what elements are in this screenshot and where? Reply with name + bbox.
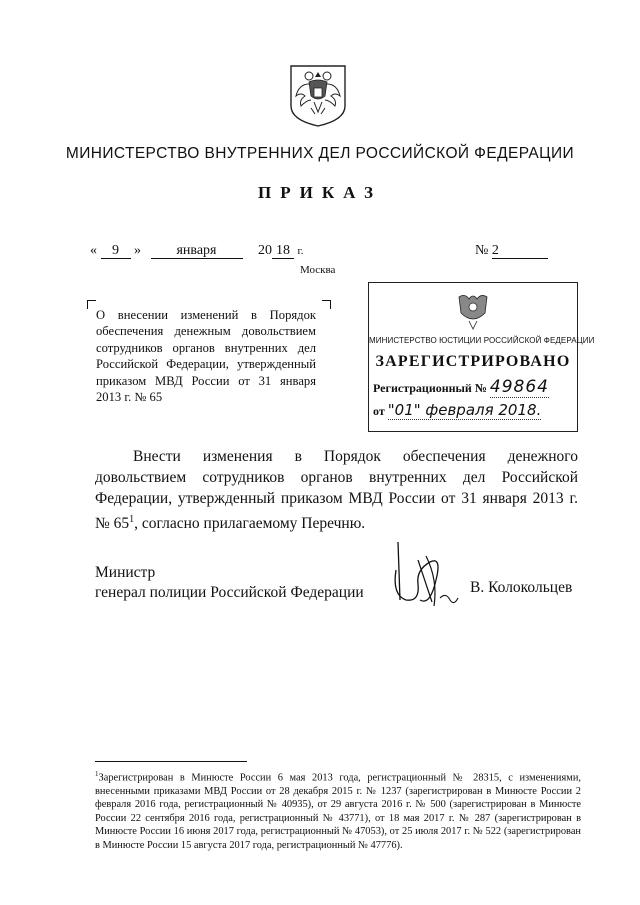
stamp-date xyxy=(373,401,541,419)
handwritten-signature xyxy=(390,540,470,620)
order-day: 9 xyxy=(101,244,131,259)
stamp-reg-value: 49864 xyxy=(489,377,549,397)
order-city: Москва xyxy=(300,264,336,276)
signatory-name: В. Колокольцев xyxy=(470,579,573,596)
state-emblem-icon xyxy=(287,62,349,128)
order-number xyxy=(475,243,548,259)
footnote-ref: 1 xyxy=(129,514,135,525)
order-number-label: № xyxy=(475,243,489,258)
registration-stamp xyxy=(368,282,595,432)
stamp-emblem-icon xyxy=(455,291,491,331)
stamp-reg-label: Регистрационный № xyxy=(373,381,487,395)
order-date xyxy=(90,243,304,259)
order-year-prefix: 20 xyxy=(258,243,272,258)
order-year-abbr: г. xyxy=(297,245,304,257)
stamp-reg-number xyxy=(373,377,549,397)
order-month: января xyxy=(151,244,243,259)
close-quote: » xyxy=(134,243,141,258)
stamp-ministry: МИНИСТЕРСТВО ЮСТИЦИИ РОССИЙСКОЙ ФЕДЕРАЦИИ xyxy=(369,336,595,345)
order-body-tail: , согласно прилагаемому Перечню. xyxy=(134,515,366,533)
stamp-date-label: от xyxy=(373,404,385,418)
subject-corner-right xyxy=(322,300,331,309)
order-subject: О внесении изменений в Порядок обеспечения денежным довольствием сотрудников органов внутренних дел Российской Федерации, утвержденный приказом МВД России от 31 января 2013 г. № 65 xyxy=(96,308,316,405)
ministry-heading: МИНИСТЕРСТВО ВНУТРЕННИХ ДЕЛ РОССИЙСКОЙ ФЕДЕРАЦИИ xyxy=(65,145,575,162)
footnote-mark: 1 xyxy=(95,770,99,778)
subject-corner-left xyxy=(87,300,96,309)
footnote-divider xyxy=(95,761,247,762)
order-body-main: Внести изменения в Порядок обеспечения денежного довольствием сотрудников органов внутренних дел Российской Федерации, утвержденный приказом МВД России от 31 января 2013 г. № 65 xyxy=(95,448,578,533)
open-quote: « xyxy=(90,243,97,258)
signatory-position xyxy=(95,563,364,603)
order-body xyxy=(95,446,578,534)
footnote-text: Зарегистрирован в Минюсте России 6 мая 2013 года, регистрационный № 28315, с изменениями, внесенными приказами МВД России от 28 декабря 2015 г. № 1237 (зарегистрирован в Минюсте России 2 февраля 2016 года, регистрационный № 40935), от 29 августа 2016 г. № 500 (зарегистрирован в Минюсте России 22 сентября 2016 года, регистрационный № 43771), от 18 мая 2017 г. № 287 (зарегистрирован в Минюсте России 16 июня 2017 года, регистрационный № 47053), от 25 июля 2017 г. № 522 (зарегистрирован в Минюсте России 15 августа 2017 года, регистрационный № 47776). xyxy=(95,772,581,851)
signatory-position-line1: Министр xyxy=(95,564,156,581)
document-title: ПРИКАЗ xyxy=(258,183,382,202)
order-year-suffix: 18 xyxy=(272,244,294,259)
stamp-registered: ЗАРЕГИСТРИРОВАНО xyxy=(375,353,571,370)
signatory-position-line2: генерал полиции Российской Федерации xyxy=(95,584,364,601)
footnote xyxy=(95,768,581,852)
stamp-date-value: "01" февраля 2018. xyxy=(387,401,542,419)
order-number-value: 2 xyxy=(492,244,548,259)
